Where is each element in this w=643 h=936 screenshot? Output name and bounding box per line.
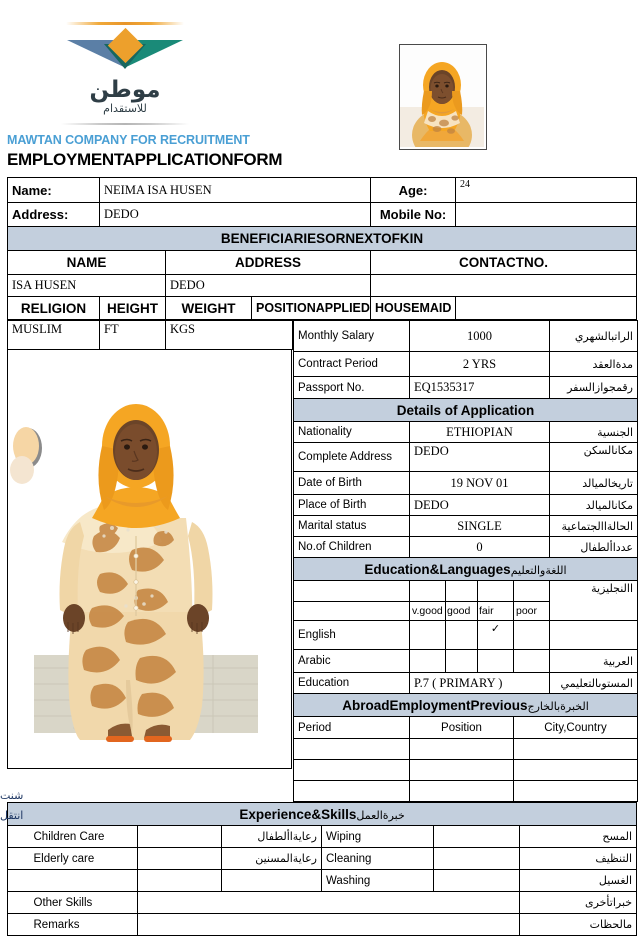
rating-header-poor: poor: [514, 602, 550, 621]
passport-value[interactable]: EQ1535317: [410, 377, 550, 399]
skill-wiping-arabic: حسملا: [520, 826, 637, 848]
age-value[interactable]: 24: [456, 178, 637, 203]
date-of-birth-label: Date of Birth: [294, 472, 410, 495]
margin-bleed-text-2: لقتنا: [0, 809, 24, 822]
table-row: [294, 377, 638, 399]
abroad-period-value[interactable]: [294, 739, 410, 760]
table-row: [8, 203, 637, 227]
beneficiary-contact-header: CONTACTNO.: [371, 251, 637, 275]
remarks-value[interactable]: [138, 914, 520, 936]
abroad-city-value[interactable]: [514, 760, 638, 781]
place-of-birth-arabic: دلايملاناكم: [550, 495, 638, 516]
abroad-position-header: Position: [410, 717, 514, 739]
address-value[interactable]: DEDO: [100, 203, 371, 227]
english-fair-checkmark[interactable]: ✓: [478, 621, 514, 650]
rating-corner-cell: [294, 581, 410, 602]
applicant-summary-table: [7, 177, 637, 320]
rating-header-vgood: v.good: [410, 602, 446, 621]
margin-bleed-text-1: تنش: [0, 789, 24, 802]
marital-status-label: Marital status: [294, 516, 410, 537]
passport-arabic: رفسلازاوجمقر: [550, 377, 638, 399]
experience-band-ar: لمعلاةربخ: [356, 808, 405, 822]
remarks-arabic: تاظحلام: [520, 914, 637, 936]
abroad-band-en: AbroadEmploymentPrevious: [342, 697, 528, 713]
table-row: [294, 516, 638, 537]
nationality-value[interactable]: ETHIOPIAN: [410, 422, 550, 443]
details-band: Details of Application: [294, 399, 638, 422]
table-row: [294, 321, 638, 352]
abroad-city-value[interactable]: [514, 781, 638, 802]
table-row: [294, 760, 638, 781]
children-count-label: No.of Children: [294, 537, 410, 558]
abroad-period-value[interactable]: [294, 760, 410, 781]
skills-row-gutter: [8, 826, 30, 848]
experience-skills-table: [7, 802, 637, 936]
attribute-values-table: [7, 320, 293, 350]
rating-col-fair-top: [478, 581, 514, 602]
logo-top-rule: [66, 22, 184, 25]
contract-period-value[interactable]: 2 YRS: [410, 352, 550, 377]
other-skills-arabic: ىرخأتاربخ: [520, 892, 637, 914]
skill-cleaning-mark[interactable]: [434, 848, 520, 870]
table-row: [8, 848, 637, 870]
mobile-value[interactable]: [456, 203, 637, 227]
table-row: [294, 352, 638, 377]
abroad-band: [294, 694, 638, 717]
education-level-label: Education: [294, 673, 410, 694]
place-of-birth-value[interactable]: DEDO: [410, 495, 550, 516]
table-row: [8, 251, 637, 275]
company-logo: [60, 22, 190, 125]
religion-header: RELIGION: [8, 297, 100, 320]
table-row: [294, 673, 638, 694]
name-label: Name:: [8, 178, 100, 203]
arabic-language-arabic-label: ةيبرعلا: [550, 650, 638, 673]
table-row: [8, 826, 637, 848]
english-poor-cell[interactable]: [514, 621, 550, 650]
beneficiary-name-header: NAME: [8, 251, 166, 275]
left-column: [7, 320, 293, 769]
abroad-band-ar: جراخلابةربخلا: [527, 699, 589, 713]
rating-col-poor-top: [514, 581, 550, 602]
rating-header-good: good: [446, 602, 478, 621]
english-arabic-label: ةيزيلجنلاا: [550, 581, 638, 621]
beneficiary-address-value[interactable]: DEDO: [166, 275, 371, 297]
application-details-table: [293, 320, 638, 802]
marital-status-value[interactable]: SINGLE: [410, 516, 550, 537]
table-row: [8, 892, 637, 914]
table-row: [294, 399, 638, 422]
skill-wiping-mark[interactable]: [434, 826, 520, 848]
skill-cleaning-label: Cleaning: [322, 848, 434, 870]
applicant-full-body-photo: [7, 350, 292, 769]
beneficiary-name-value[interactable]: ISA HUSEN: [8, 275, 166, 297]
skills-row-gutter: [8, 848, 30, 870]
position-applied-header: POSITIONAPPLIED: [252, 297, 371, 320]
table-row: [8, 178, 637, 203]
nationality-arabic: ةيسنجلا: [550, 422, 638, 443]
table-row: [294, 694, 638, 717]
education-level-arabic: يميلعتلاىوتسملا: [550, 673, 638, 694]
table-row: [8, 227, 637, 251]
skill-children-care-arabic: لافطلأاةياعر: [222, 826, 322, 848]
remarks-label: Remarks: [30, 914, 138, 936]
height-header: HEIGHT: [100, 297, 166, 320]
skill-cleaning-arabic: فيظنتلا: [520, 848, 637, 870]
logo-bottom-rule: [61, 123, 189, 125]
abroad-period-value[interactable]: [294, 781, 410, 802]
arabic-vgood-cell[interactable]: [410, 650, 446, 673]
abroad-position-value[interactable]: [410, 760, 514, 781]
table-row: [294, 443, 638, 472]
education-level-value[interactable]: P.7 ( PRIMARY ): [410, 673, 550, 694]
skills-row-gutter: [8, 892, 30, 914]
beneficiaries-band: BENEFICIARIESORNEXTOFKIN: [8, 227, 637, 251]
education-band-ar: ميلعتلاوةغللا: [510, 563, 567, 577]
applicant-id-photo: [399, 44, 487, 150]
table-row: [8, 275, 637, 297]
logo-arabic-name: موطن: [89, 77, 161, 103]
table-row: [8, 297, 637, 320]
english-arabic-blank: [550, 621, 638, 650]
table-row: [294, 558, 638, 581]
marital-status-arabic: ةيعامتجلااةلاحلا: [550, 516, 638, 537]
nationality-label: Nationality: [294, 422, 410, 443]
language-english-label: English: [294, 621, 410, 650]
language-arabic-label: Arabic: [294, 650, 410, 673]
rating-col-vgood-top: [410, 581, 446, 602]
experience-band-en: Experience&Skills: [239, 806, 357, 822]
religion-value[interactable]: MUSLIM: [8, 321, 100, 350]
rating-header-blank: [294, 602, 410, 621]
contract-period-label: Contract Period: [294, 352, 410, 377]
name-value[interactable]: NEIMA ISA HUSEN: [100, 178, 371, 203]
arabic-poor-cell[interactable]: [514, 650, 550, 673]
complete-address-value[interactable]: DEDO: [410, 443, 550, 472]
date-of-birth-arabic: دلايملاخيرات: [550, 472, 638, 495]
table-row: [294, 422, 638, 443]
logo-mark-icon: [66, 31, 184, 75]
beneficiary-address-header: ADDRESS: [166, 251, 371, 275]
experience-band: [8, 803, 637, 826]
logo-arabic-tagline: للاستقدام: [103, 102, 147, 116]
skill-washing-label: Washing: [322, 870, 434, 892]
other-skills-label: Other Skills: [30, 892, 138, 914]
place-of-birth-label: Place of Birth: [294, 495, 410, 516]
other-skills-value[interactable]: [138, 892, 520, 914]
children-count-value[interactable]: 0: [410, 537, 550, 558]
complete-address-label: Complete Address: [294, 443, 410, 472]
monthly-salary-value[interactable]: 1000: [410, 321, 550, 352]
body-split-area: [7, 320, 636, 802]
table-row: [294, 781, 638, 802]
skill-children-care-label: Children Care: [30, 826, 138, 848]
weight-header: WEIGHT: [166, 297, 252, 320]
skill-elderly-care-arabic: نينسملاةياعر: [222, 848, 322, 870]
date-of-birth-value[interactable]: 19 NOV 01: [410, 472, 550, 495]
page-title: EMPLOYMENTAPPLICATIONFORM: [7, 150, 283, 169]
table-row: [294, 495, 638, 516]
table-row: [294, 717, 638, 739]
table-row: [294, 621, 638, 650]
abroad-position-value[interactable]: [410, 781, 514, 802]
table-row: [8, 321, 293, 350]
passport-label: Passport No.: [294, 377, 410, 399]
skills-row-gutter: [8, 914, 30, 936]
skill-elderly-care-label: Elderly care: [30, 848, 138, 870]
table-row: [8, 803, 637, 826]
monthly-salary-arabic: يرهشلابتارلا: [550, 321, 638, 352]
mobile-label: Mobile No:: [371, 203, 456, 227]
arabic-good-cell[interactable]: [446, 650, 478, 673]
arabic-fair-cell[interactable]: [478, 650, 514, 673]
contract-period-arabic: دقعلاةدم: [550, 352, 638, 377]
skill-wiping-label: Wiping: [322, 826, 434, 848]
position-applied-value: HOUSEMAID: [371, 297, 456, 320]
table-row: [294, 581, 638, 602]
skill-children-care-mark[interactable]: [138, 826, 222, 848]
children-count-arabic: لافطلأاددع: [550, 537, 638, 558]
abroad-period-header: Period: [294, 717, 410, 739]
beneficiary-contact-value[interactable]: [371, 275, 637, 297]
height-value[interactable]: FT: [100, 321, 166, 350]
skill-elderly-care-mark[interactable]: [138, 848, 222, 870]
age-label: Age:: [371, 178, 456, 203]
table-row: [294, 739, 638, 760]
monthly-salary-label: Monthly Salary: [294, 321, 410, 352]
table-row: [294, 650, 638, 673]
table-row: [294, 537, 638, 558]
skill-washing-arabic: ليسغلا: [520, 870, 637, 892]
rating-col-good-top: [446, 581, 478, 602]
education-band: [294, 558, 638, 581]
abroad-position-value[interactable]: [410, 739, 514, 760]
address-label: Address:: [8, 203, 100, 227]
english-vgood-cell[interactable]: [410, 621, 446, 650]
complete-address-arabic: نكسلاناكم: [550, 443, 638, 472]
company-name: MAWTAN COMPANY FOR RECRUITMENT: [7, 133, 250, 147]
page-header: [0, 0, 643, 177]
abroad-city-header: City,Country: [514, 717, 638, 739]
education-band-en: Education&Languages: [364, 561, 511, 577]
english-good-cell[interactable]: [446, 621, 478, 650]
attributes-spacer-cell: [456, 297, 637, 320]
rating-header-fair: fair: [478, 602, 514, 621]
table-row: [8, 914, 637, 936]
table-row: [294, 472, 638, 495]
weight-value[interactable]: KGS: [166, 321, 293, 350]
abroad-city-value[interactable]: [514, 739, 638, 760]
